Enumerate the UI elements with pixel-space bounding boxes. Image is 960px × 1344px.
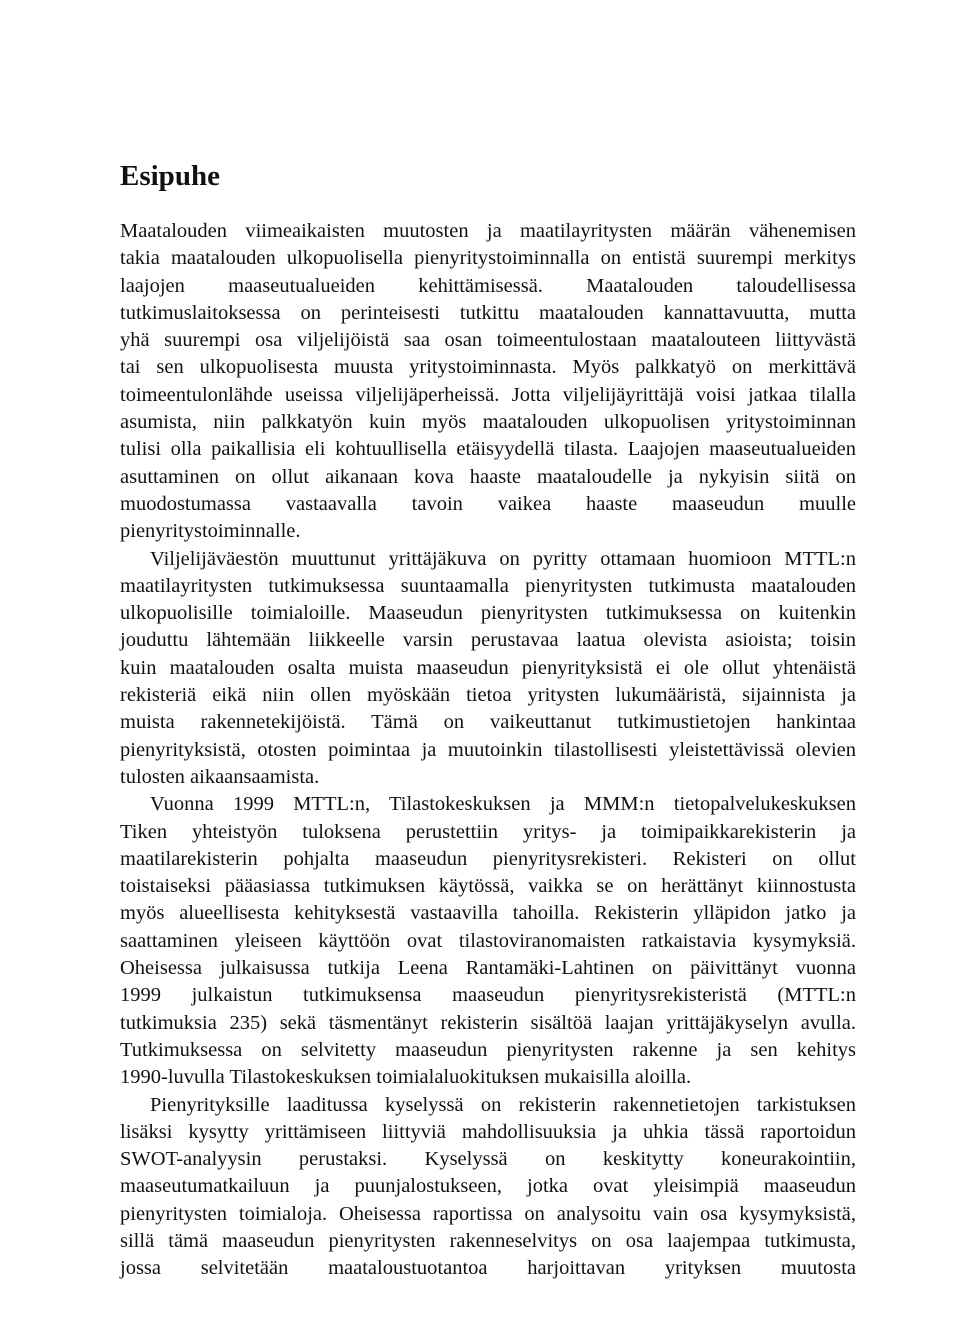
text-line: myös alueellisesta kehityksestä vastaavilla tahoilla. Rekisterin ylläpidon jatko ja xyxy=(120,902,856,925)
text-line: Tutkimuksessa on selvitetty maaseudun pienyritysten rakenne ja sen kehitys xyxy=(120,1038,856,1061)
text-line: tai sen ulkopuolisesta muusta yritystoiminnasta. Myös palkkatyö on merkittävä xyxy=(120,356,856,379)
text-line: ulkopuolisille toimialoille. Maaseudun pienyritysten tutkimuksessa on kuitenkin xyxy=(120,602,856,625)
text-line: Vuonna 1999 MTTL:n, Tilastokeskuksen ja MMM:n tietopalvelukeskuksen xyxy=(150,793,856,816)
text-line: Oheisessa julkaisussa tutkija Leena Rantamäki-Lahtinen on päivittänyt vuonna xyxy=(120,957,856,980)
text-line: tulisi olla paikallisia eli kohtuullisella etäisyydellä tilasta. Laajojen maaseutualueiden xyxy=(120,438,856,461)
text-line: tutkimuslaitoksessa on perinteisesti tutkittu maatalouden kannattavuutta, mutta xyxy=(120,301,856,324)
text-line: jouduttu lähtemään liikkeelle varsin perustavaa laatua olevista asioista; toisin xyxy=(120,629,856,652)
text-line: maatilarekisterin pohjalta maaseudun pienyritysrekisteri. Rekisteri on ollut xyxy=(120,847,856,870)
text-line: asuttaminen on ollut aikanaan kova haaste maataloudelle ja nykyisin siitä on xyxy=(120,465,856,488)
text-line: rekisteriä eikä niin ollen myöskään tietoa yritysten lukumääristä, sijainnista ja xyxy=(120,684,856,707)
text-line: SWOT-analyysin perustaksi. Kyselyssä on keskitytty koneurakointiin, xyxy=(120,1148,856,1171)
page-title: Esipuhe xyxy=(120,160,220,192)
body-text xyxy=(120,218,856,1283)
text-line: muista rakennetekijöistä. Tämä on vaikeuttanut tutkimustietojen hankintaa xyxy=(120,711,856,734)
text-line: muodostumassa vastaavalla tavoin vaikea haaste maaseudun muulle xyxy=(120,492,856,515)
text-line: toimeentulonlähde useissa viljelijäperheissä. Jotta viljelijäyrittäjä voisi jatkaa tilalla xyxy=(120,383,856,406)
text-line: laajojen maaseutualueiden kehittämisessä. Maatalouden taloudellisessa xyxy=(120,274,856,297)
text-line: sillä tämä maaseudun pienyritysten rakenneselvitys on osa laajempaa tutkimusta, xyxy=(120,1229,856,1252)
text-line: takia maatalouden ulkopuolisella pienyritystoiminnalla on entistä suurempi merkitys xyxy=(120,247,856,270)
text-line: 1990-luvulla Tilastokeskuksen toimialaluokituksen mukaisilla aloilla. xyxy=(120,1066,692,1089)
text-line: Viljelijäväestön muuttunut yrittäjäkuva on pyritty ottamaan huomioon MTTL:n xyxy=(150,547,856,570)
text-line: 1999 julkaistun tutkimuksensa maaseudun pienyritysrekisteristä (MTTL:n xyxy=(120,984,856,1007)
text-line: kuin maatalouden osalta muista maaseudun pienyrityksistä ei ole ollut yhtenäistä xyxy=(120,656,856,679)
text-line: Pienyrityksille laaditussa kyselyssä on rekisterin rakennetietojen tarkistuksen xyxy=(150,1093,856,1116)
text-line: pienyrityksistä, otosten poimintaa ja muutoinkin tilastollisesti yleistettävissä olevien xyxy=(120,738,856,761)
text-line: lisäksi kysytty yrittämiseen liittyviä mahdollisuuksia ja uhkia tässä raportoidun xyxy=(120,1120,856,1143)
text-line: Maatalouden viimeaikaisten muutosten ja maatilayritysten määrän vähenemisen xyxy=(120,220,856,242)
text-line: maatilayritysten tutkimuksessa suuntaamalla pienyritysten tutkimusta maatalouden xyxy=(120,574,856,597)
text-line: asumista, niin palkkatyön kuin myös maatalouden ulkopuolisen yritystoiminnan xyxy=(120,411,856,434)
text-line: saattaminen yleiseen käyttöön ovat tilastoviranomaisten ratkaistavia kysymyksiä. xyxy=(120,929,856,952)
text-line: yhä suurempi osa viljelijöistä saa osan toimeentulostaan maatalouteen liittyvästä xyxy=(120,329,856,352)
text-line: tutkimuksia 235) sekä täsmentänyt rekisterin sisältöä laajan yrittäjäkyselyn avulla. xyxy=(120,1011,856,1034)
text-line: pienyritysten toimialoja. Oheisessa raportissa on analysoitu vain osa kysymyksistä, xyxy=(120,1202,856,1225)
text-line: Tiken yhteistyön tuloksena perustettiin yritys- ja toimipaikkarekisterin ja xyxy=(120,820,856,843)
text-line: pienyritystoiminnalle. xyxy=(120,520,301,543)
text-line: jossa selvitetään maataloustuotantoa harjoittavan yrityksen muutosta xyxy=(120,1257,856,1280)
text-line: tulosten aikaansaamista. xyxy=(120,765,320,788)
text-line: maaseutumatkailuun ja puunjalostukseen, jotka ovat yleisimpiä maaseudun xyxy=(120,1175,856,1198)
text-line: toistaiseksi pääasiassa tutkimuksen käytössä, vaikka se on herättänyt kiinnostusta xyxy=(120,875,856,898)
